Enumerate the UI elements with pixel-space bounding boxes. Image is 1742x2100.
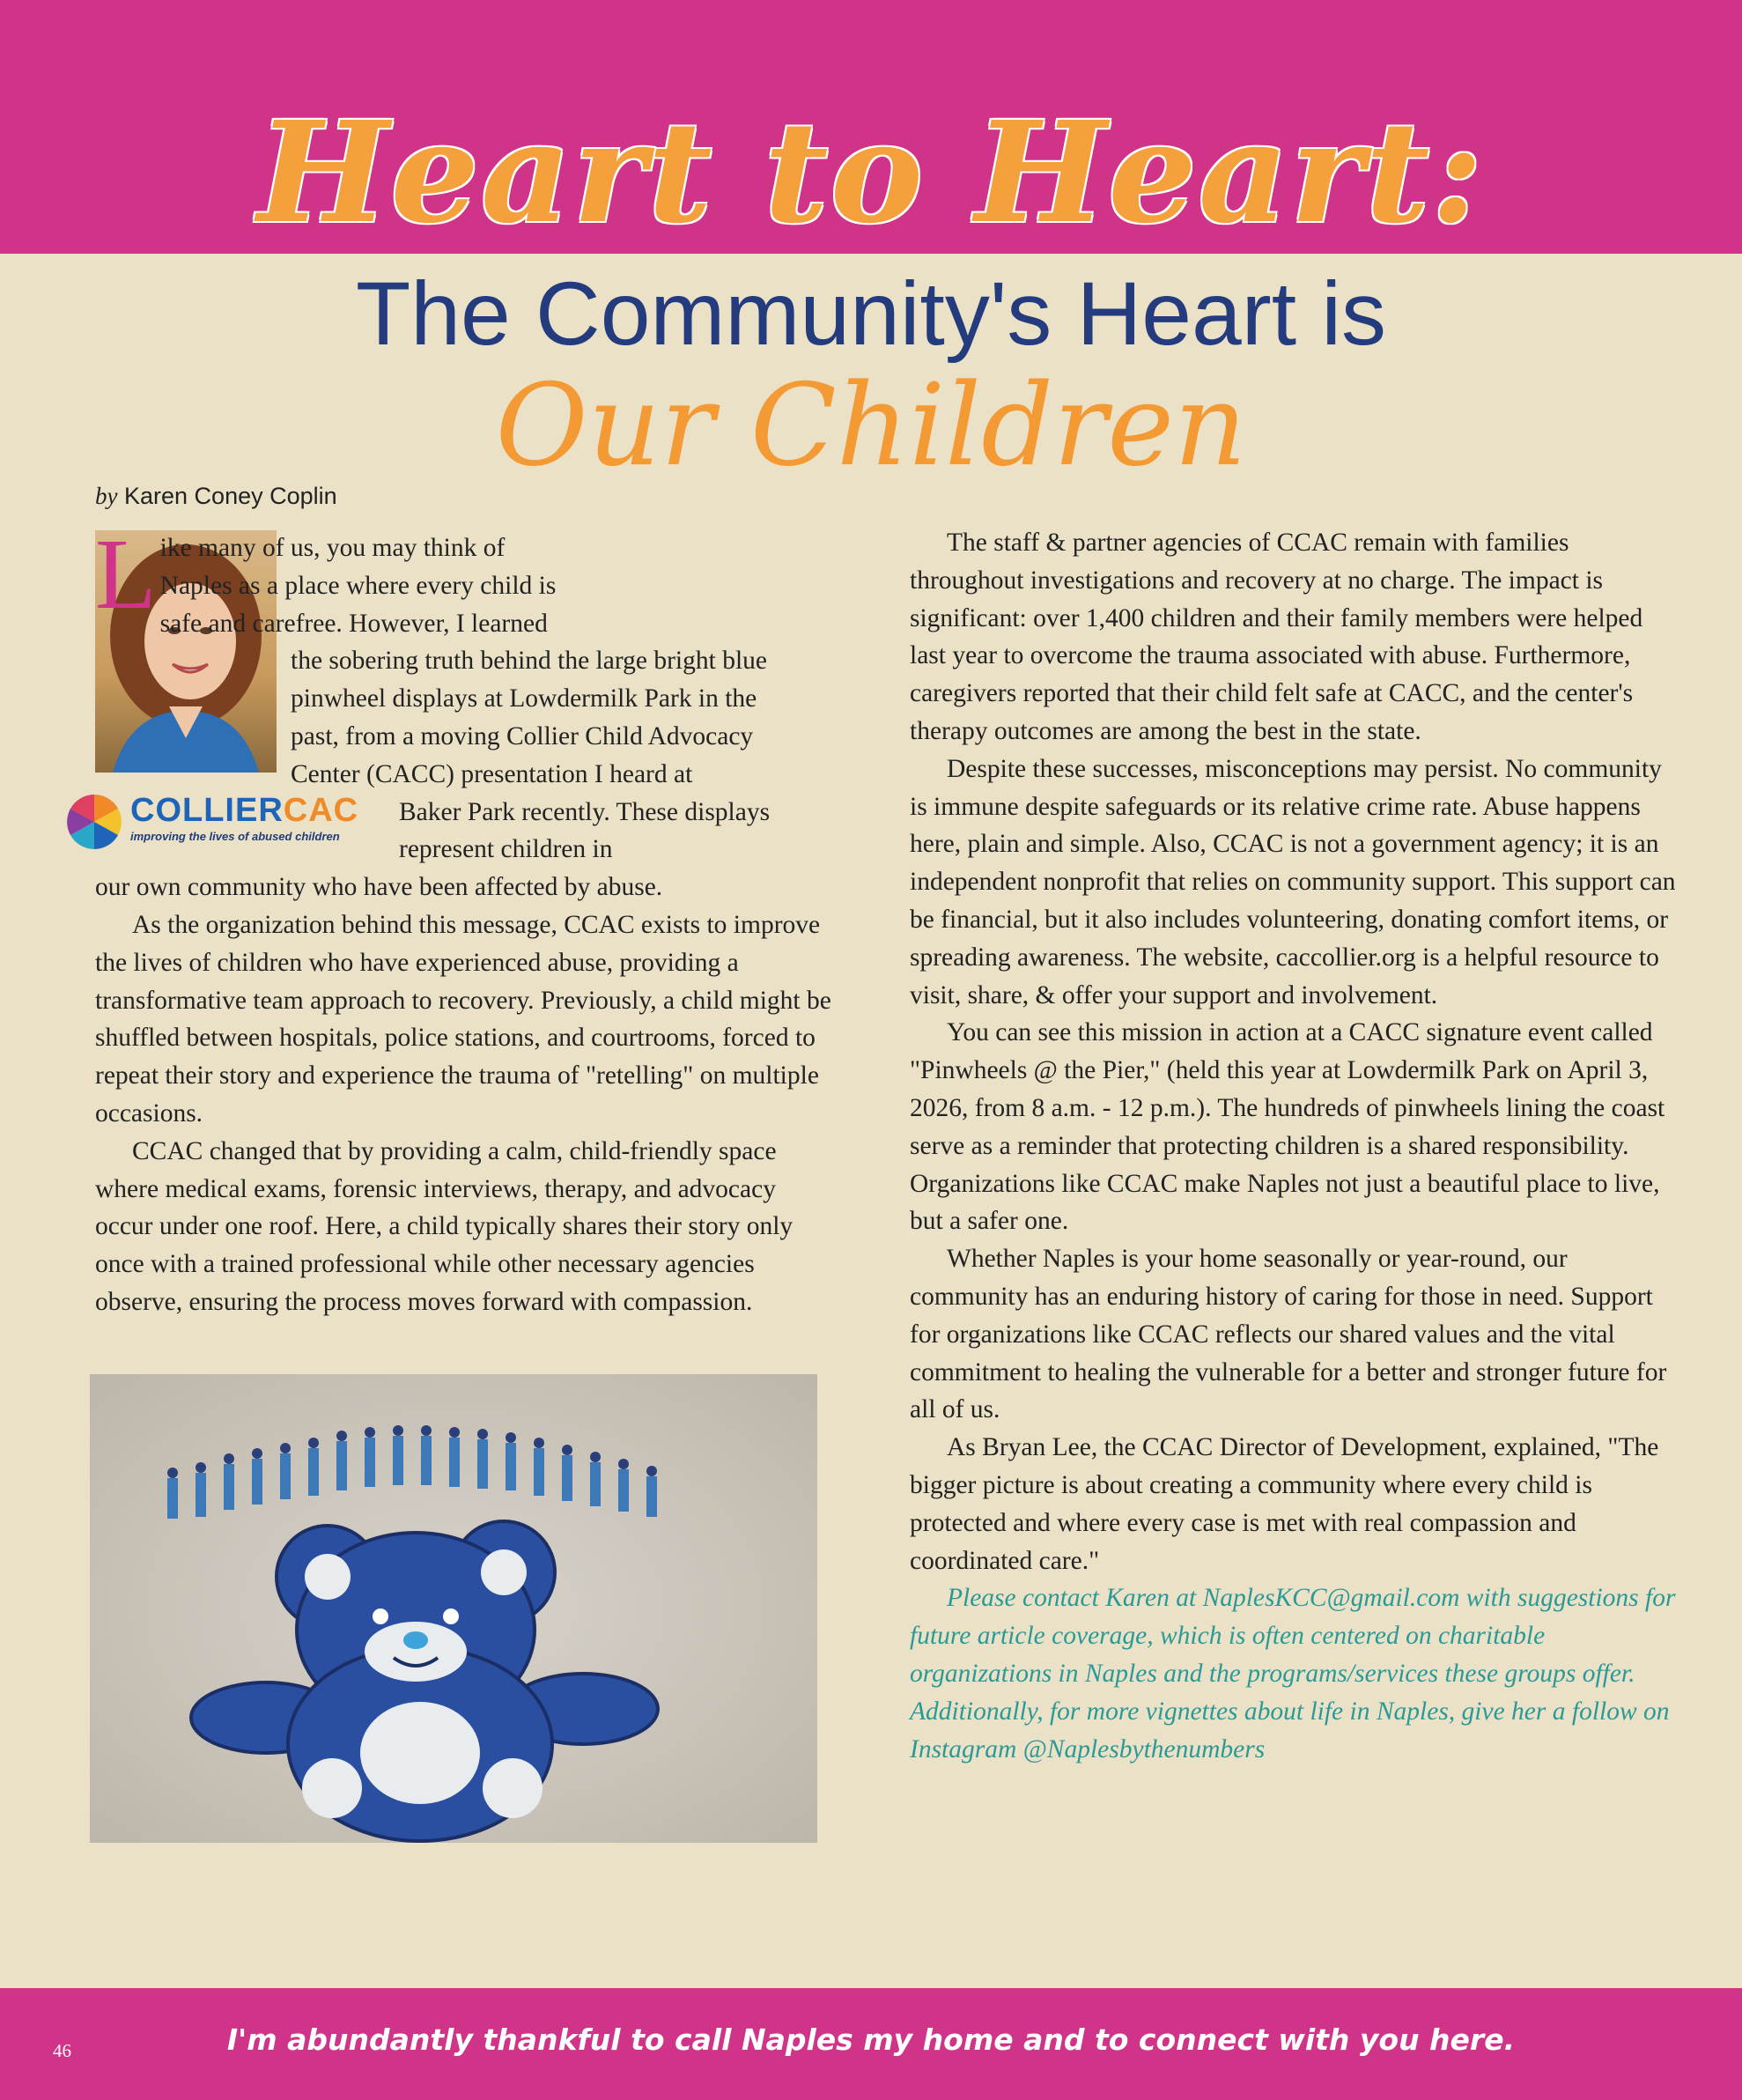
text-line: Naples as a place where every child is [159, 571, 557, 600]
right-paragraph-3: You can see this mission in action at a CACC signature event called "Pinwheels @ the Pier," (held this year at Lowdermilk Park on April 3, 2026, from 8 a.m. - 12 p.m.). The hundreds of pinwheels lining the coast serve as a reminder that protecting children is a shared responsibility. Organizations like CCAC make Naples not just a beautiful place to live, but a safer one. [910, 1018, 1665, 1236]
page-number: 46 [53, 2040, 71, 2061]
text-line: the sobering truth behind the large bright blue [291, 647, 767, 676]
left-paragraph-3: CCAC changed that by providing a calm, child-friendly space where medical exams, forensic interviews, therapy, and advocacy occur under one roof. Here, a child typically shares their story only once with a trained professional while other necessary agencies observe, ensuring the process moves forward with compassion. [95, 1136, 793, 1316]
contact-note: Please contact Karen at NaplesKCC@gmail.com with suggestions for future article coverage, which is often centered on charitable organizations in Naples and the programs/services these groups offer. Additionally, for more vignettes about life in Naples, give her a follow on Instagram @Naplesbythenumbers [910, 1584, 1676, 1764]
left-paragraph-2: As the organization behind this message, CCAC exists to improve the lives of children who have experienced abuse, providing a transformative team approach to recovery. Previously, a child might be shuffled between hospitals, police stations, and courtrooms, forced to repeat their story and experience the trauma of "retelling" on multiple occasions. [95, 910, 831, 1128]
footer-tagline: I'm abundantly thankful to call Naples my home and to connect with you here. [226, 2022, 1516, 2057]
kicker-title: Heart to Heart: [257, 92, 1485, 255]
left-paragraph-1 [95, 518, 835, 906]
drop-cap: L [95, 518, 157, 630]
text-line: our own community who have been affected by abuse. [95, 873, 663, 902]
byline-prefix: by [95, 483, 118, 509]
text-line: represent children in [399, 835, 613, 864]
text-line: ike many of us, you may think of [159, 534, 506, 562]
teddy-bear-pinwheel-photo [90, 1374, 817, 1843]
right-paragraph-2: Despite these successes, misconceptions may persist. No community is immune despite safeguards or its relative crime rate. Abuse happens here, plain and simple. Also, CCAC is not a government agency; it is an independent nonprofit that relies on community support. This support can be financial, but it also includes volunteering, donating comfort items, or spreading awareness. The website, caccollier.org is a helpful resource to visit, share, & offer your support and involvement. [910, 754, 1676, 1009]
byline [95, 483, 337, 510]
right-paragraph-1: The staff & partner agencies of CCAC remain with families throughout investigations and recovery at no charge. The impact is significant: over 1,400 children and their family members were helped last year to overcome the trauma associated with abuse. Furthermore, caregivers reported that their child felt safe at CACC, and the center's therapy outcomes are among the best in the state. [910, 529, 1643, 745]
text-line: Center (CACC) presentation I heard at [291, 759, 693, 788]
text-line: pinwheel displays at Lowdermilk Park in the [291, 684, 757, 714]
logo-tagline: improving the lives of abused children [130, 830, 340, 843]
right-paragraph-5: As Bryan Lee, the CCAC Director of Development, explained, "The bigger picture is about creating a community where every child is protected and where every case is met with real compassion and coordinated care." [910, 1433, 1659, 1575]
logo-name-cac: CAC [283, 792, 359, 829]
headline-line-1: The Community's Heart is [355, 263, 1387, 364]
byline-author: Karen Coney Coplin [124, 483, 337, 509]
right-column [910, 524, 1685, 1768]
logo-name-collier: COLLIER [130, 792, 284, 829]
text-line: past, from a moving Collier Child Advocacy [291, 721, 754, 751]
headline-line-2: Our Children [495, 360, 1247, 492]
right-paragraph-4: Whether Naples is your home seasonally or year-round, our community has an enduring history of caring for those in need. Support for organizations like CCAC reflects our shared values and the vital commitment to healing the vulnerable for a better and stronger future for all of us. [910, 1245, 1667, 1424]
text-line: Baker Park recently. These displays [399, 797, 771, 826]
left-column [95, 518, 835, 1321]
text-line: safe and carefree. However, I learned [159, 609, 548, 638]
